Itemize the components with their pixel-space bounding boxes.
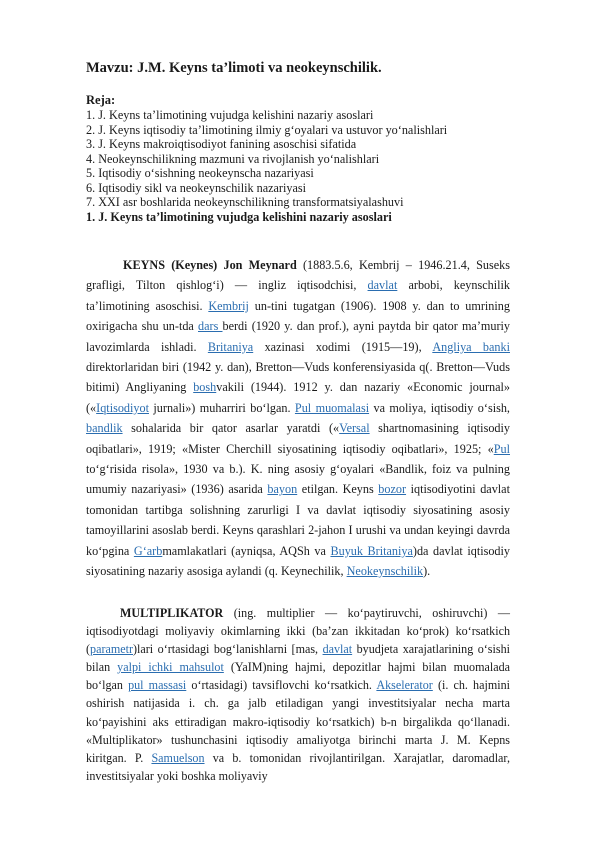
link-davlat[interactable]: davlat <box>322 642 353 657</box>
link-bandlik[interactable]: bandlik <box>86 421 123 436</box>
term-multiplikator: MULTIPLIKATOR <box>120 606 224 620</box>
link-buyuk-britaniya[interactable]: Buyuk Britaniya <box>330 543 413 558</box>
text-run: arbobi, keynschilik ta’limotining asoschisi. <box>86 278 510 313</box>
text-run: )lari o‘rtasidagi bog‘lanishlarni [mas, <box>133 642 323 657</box>
plan-item: 1. J. Keyns ta’limotining vujudga kelishini nazariy asoslari <box>86 108 374 122</box>
text-run: shartnomasining iqtisodiy oqibatlari», 1919; «Mister Cherchill siyosatining iqtisodiy oqibatlari», 1925; « <box>86 421 510 456</box>
link-angliya-banki[interactable]: Angliya banki <box>432 339 510 354</box>
paragraph-multiplikator <box>86 604 510 785</box>
plan-item: 2. J. Keyns iqtisodiy ta’limotining ilmiy g‘oyalari va ustuvor yo‘nalishlari <box>86 122 448 137</box>
plan-item: 5. Iqtisodiy o‘sishning neokeynscha nazariyasi <box>86 166 314 180</box>
plan-item: 7. XXI asr boshlarida neokeynschilikning transformatsiyalashuvi <box>86 195 404 209</box>
link-yalpi-ichki-mahsulot[interactable]: yalpi ichki mahsulot <box>117 660 224 675</box>
text-run: )da davlat iqtisodiy siyosatining nazariy asosiga aylandi (q. Keynechilik, <box>86 543 511 579</box>
plan-item: 3. J. Keyns makroiqtisodiyot fanining asoschisi sifatida <box>86 137 357 151</box>
plan-list <box>86 108 510 224</box>
text-run: un-tini tugatgan (1906). 1908 y. dan to umrining oxirigacha shu un-tda <box>86 298 510 334</box>
link-neokeynschilik[interactable]: Neokeynschilik <box>346 564 424 579</box>
plan-item: 6. Iqtisodiy sikl va neokeynschilik nazariyasi <box>86 180 307 195</box>
text-run: va b. tomonidan rivojlantirilgan. Xarajatlar, daromadlar, investitsiyalar yoki boshka moliyaviy <box>86 750 510 783</box>
text-run: ). <box>423 564 431 579</box>
text-run: direktorlaridan biri (1942 y. dan), Bretton—Vuds konferensiyasida q(. Bretton—Vuds bitimi) Angliyaning <box>86 360 510 395</box>
text-run: iqtisodiyotini davlat tomonidan tartibga solishning zarurligi I va davlat iqtisodiy siyosatining asosiy tamoyillarini asoslab berdi. Keyns qarashlari 2-jahon I urushi va undan keyingi davrda ko‘pgina <box>86 482 510 558</box>
text-run: (i. ch. hajmini oshirish natijasida i. ch. ga jalb etiladigan yangi investitsiyalar necha marta ko‘payishini aks ettiradigan makro-iqtisodiy ko‘rsatkich) b-n birgalikda qo‘llanadi. «Multiplikator» tushunchasini iqtisodiy amaliyotga birinchi marta J. M. Kepns kiritgan. P. <box>86 678 510 765</box>
text-run: xazinasi xodimi (1915—19), <box>253 339 433 354</box>
text-run: (YaIM)ning hajmi, depozitlar hajmi bilan muomalada bo‘lgan <box>86 660 510 693</box>
link-kembrij[interactable]: Kembrij <box>208 298 249 313</box>
text-run: va moliya, iqtisodiy o‘sish, <box>369 400 510 415</box>
link-parametr[interactable]: parametr <box>90 642 134 657</box>
plan-heading: Reja: <box>86 93 116 107</box>
text-run: (1883.5.6, Kembrij – 1946.21.4, Suseks grafligi, Tilton qishlog‘i) — ingliz iqtisodchisi, <box>86 258 510 293</box>
text-run: vakili (1944). 1912 y. dan nazariy «Economic journal» (« <box>86 380 510 415</box>
text-run: o‘rtasidagi) tavsiflovchi ko‘rsatkich. <box>186 678 377 693</box>
text-run: berdi (1920 y. dan prof.), ayni paytda bir qator ma’muriy lavozimlarda ishladi. <box>86 319 511 354</box>
link-bozor[interactable]: bozor <box>378 482 407 497</box>
link-garb[interactable]: G‘arb <box>133 543 163 558</box>
section-heading: 1. J. Keyns ta’limotining vujudga kelishini nazariy asoslari <box>86 209 392 224</box>
link-britaniya[interactable]: Britaniya <box>207 339 254 354</box>
link-davlat[interactable]: davlat <box>367 278 398 293</box>
link-bosh[interactable]: bosh <box>193 380 217 395</box>
text-run: byudjeta xarajatlarining o‘sishi bilan <box>86 642 510 675</box>
text-run: jurnali») muharriri bo‘lgan. <box>148 400 295 415</box>
term-keyns: KEYNS (Keynes) Jon Meynard <box>123 258 297 272</box>
plan-item: 4. Neokeynschilikning mazmuni va rivojlanish yo‘nalishlari <box>86 151 380 166</box>
paragraph-keyns <box>86 255 510 582</box>
link-pul-muomalasi[interactable]: Pul muomalasi <box>294 400 370 415</box>
link-versal[interactable]: Versal <box>339 421 370 436</box>
link-akselerator[interactable]: Akselerator <box>376 678 433 693</box>
link-dars[interactable]: dars <box>198 319 223 334</box>
link-iqtisodiyot[interactable]: Iqtisodiyot <box>96 400 149 415</box>
page-title: Mavzu: J.M. Keyns ta’limoti va neokeynschilik. <box>86 60 382 76</box>
text-run: sohalarida bir qator asarlar yaratdi (« <box>122 421 340 436</box>
text-run: etilgan. Keyns <box>297 482 379 497</box>
link-bayon[interactable]: bayon <box>267 482 298 497</box>
link-samuelson[interactable]: Samuelson <box>151 750 205 765</box>
text-run: to‘g‘risida risola», 1930 va b.). K. ning asosiy g‘oyalari «Bandlik, foiz va pulning umumiy nazariyasi» (1936) asarida <box>86 462 510 497</box>
text-run: (ing. multiplier — ko‘paytiruvchi, oshiruvchi) — iqtisodiyotdagi moliyaviy okimlarning ikki (ba’zan ikkitadan ko‘prok) ko‘rsatkich ( <box>86 606 510 657</box>
text-run: mamlakatlari (ayniqsa, AQSh va <box>162 543 331 558</box>
link-pul[interactable]: Pul <box>493 441 510 456</box>
link-pul-massasi[interactable]: pul massasi <box>128 678 187 693</box>
